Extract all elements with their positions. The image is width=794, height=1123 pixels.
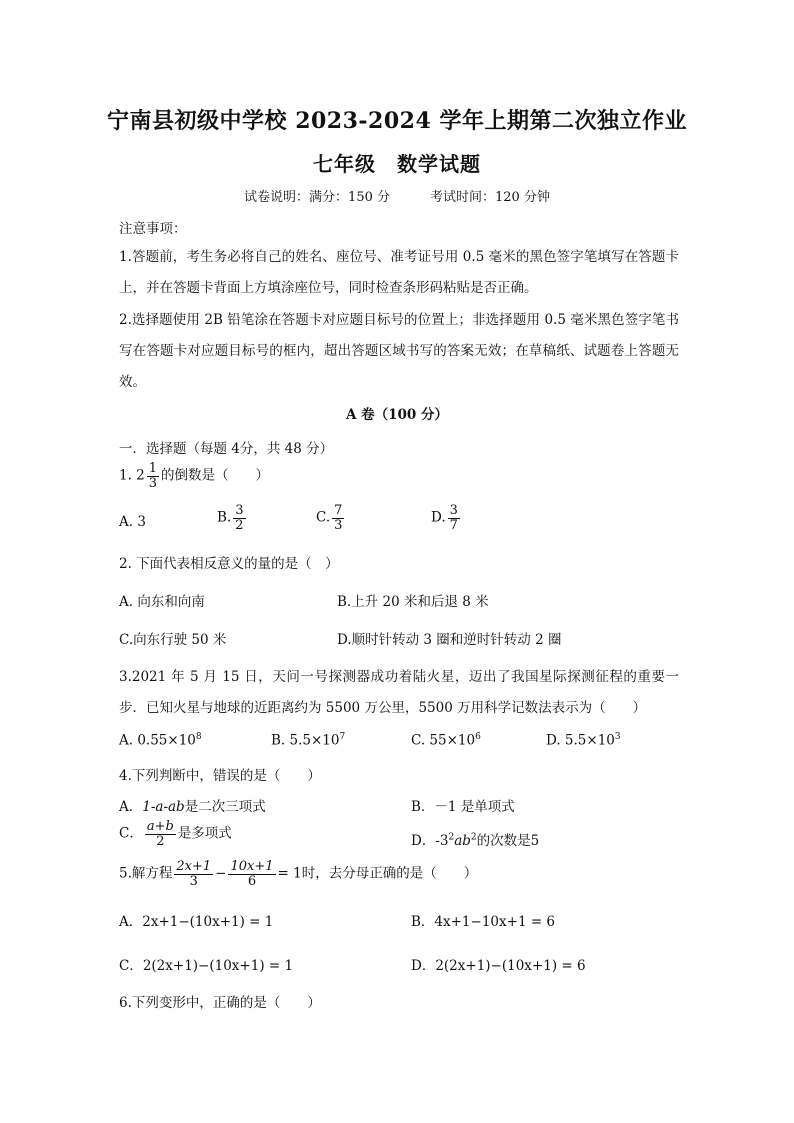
mixed-fraction: $\frac{1}{3}$ [148, 461, 158, 491]
q4-option-c: C． $\frac{a+b}{2}$ 是多项式 [119, 819, 232, 849]
q5-option-a: A．2x+1−(10x+1) = 1 [119, 914, 274, 930]
q1-option-a: A. 3 [119, 514, 146, 530]
volume-heading: A 卷（100 分） [345, 407, 449, 423]
question-2-stem: 2. 下面代表相反意义的量的是（ ） [119, 556, 339, 572]
q3-option-b: B. $5.5\times 10^7$ [271, 732, 346, 749]
q1-option-c: C. $\frac{7}{3}$ [316, 503, 343, 533]
notes-item-1: 1.答题前，考生务必将自己的姓名、座位号、准考证号用 0.5 毫米的黑色签字笔填写在答题卡上，并在答题卡背面上方填涂座位号，同时检查条形码粘贴是否正确。 [119, 249, 679, 296]
question-4-stem: 4.下列判断中，错误的是（ ） [119, 768, 321, 784]
q4-option-d: D．$-3^2ab^2$的次数是5 [411, 832, 540, 849]
q3-option-c: C. $55\times 10^6$ [411, 732, 481, 749]
q5-option-c: C．2(2x+1)−(10x+1) = 1 [119, 958, 294, 974]
time-info: 考试时间：120 分钟 [430, 190, 550, 205]
q1-option-b: B. $\frac{3}{2}$ [217, 503, 244, 533]
q2-option-c: C.向东行驶 50 米 [119, 632, 227, 648]
q2-option-a: A. 向东和向南 [119, 594, 205, 610]
notes-item-2: 2.选择题使用 2B 铅笔涂在答题卡对应题目标号的位置上；非选择题用 0.5 毫米黑色签字笔书写在答题卡对应题目标号的框内，超出答题区域书写的答案无效；在草稿纸、试题卷上答题无效。 [119, 312, 679, 390]
q4-option-a: A．1-a-ab是二次三项式 [119, 799, 266, 815]
part1-heading: 一．选择题（每题 4分，共 48 分） [119, 441, 334, 457]
q3-option-a: A. $0.55\times 10^8$ [119, 732, 202, 749]
q5-option-b: B．4x+1−10x+1 = 6 [411, 914, 556, 930]
q5-option-d: D．2(2x+1)−(10x+1) = 6 [411, 958, 586, 974]
page-subtitle: 七年级 数学试题 [313, 152, 481, 176]
q2-option-d: D.顺时针转动 3 圈和逆时针转动 2 圈 [337, 632, 562, 648]
score-info: 试卷说明：满分：150 分 [244, 190, 390, 205]
question-1-stem: 1. 2 $\frac{1}{3}$ 的倒数是（ ） [119, 461, 270, 491]
question-5-stem: 5.解方程 $\frac{2x+1}{3}$ − $\frac{10x+1}{6}$ = 1时，去分母正确的是（ ） [119, 859, 478, 889]
q1-option-d: D. $\frac{3}{7}$ [431, 503, 458, 533]
q2-option-b: B.上升 20 米和后退 8 米 [337, 594, 489, 610]
exam-info [0, 186, 794, 205]
notes-heading: 注意事项： [119, 221, 187, 237]
q3-option-d: D. $5.5\times 10^3$ [546, 732, 621, 749]
question-3-stem: 3.2021 年 5 月 15 日，天问一号探测器成功着陆火星，迈出了我国星际探测征程的重要一步．已知火星与地球的近距离约为 5500 万公里，5500 万用科学记数法表示为（ ） [119, 669, 679, 716]
q4-option-b: B．－1 是单项式 [411, 799, 515, 815]
page-title: 宁南县初级中学校 2023-2024 学年上期第二次独立作业 [107, 108, 687, 134]
question-6-stem: 6.下列变形中，正确的是（ ） [119, 995, 321, 1011]
